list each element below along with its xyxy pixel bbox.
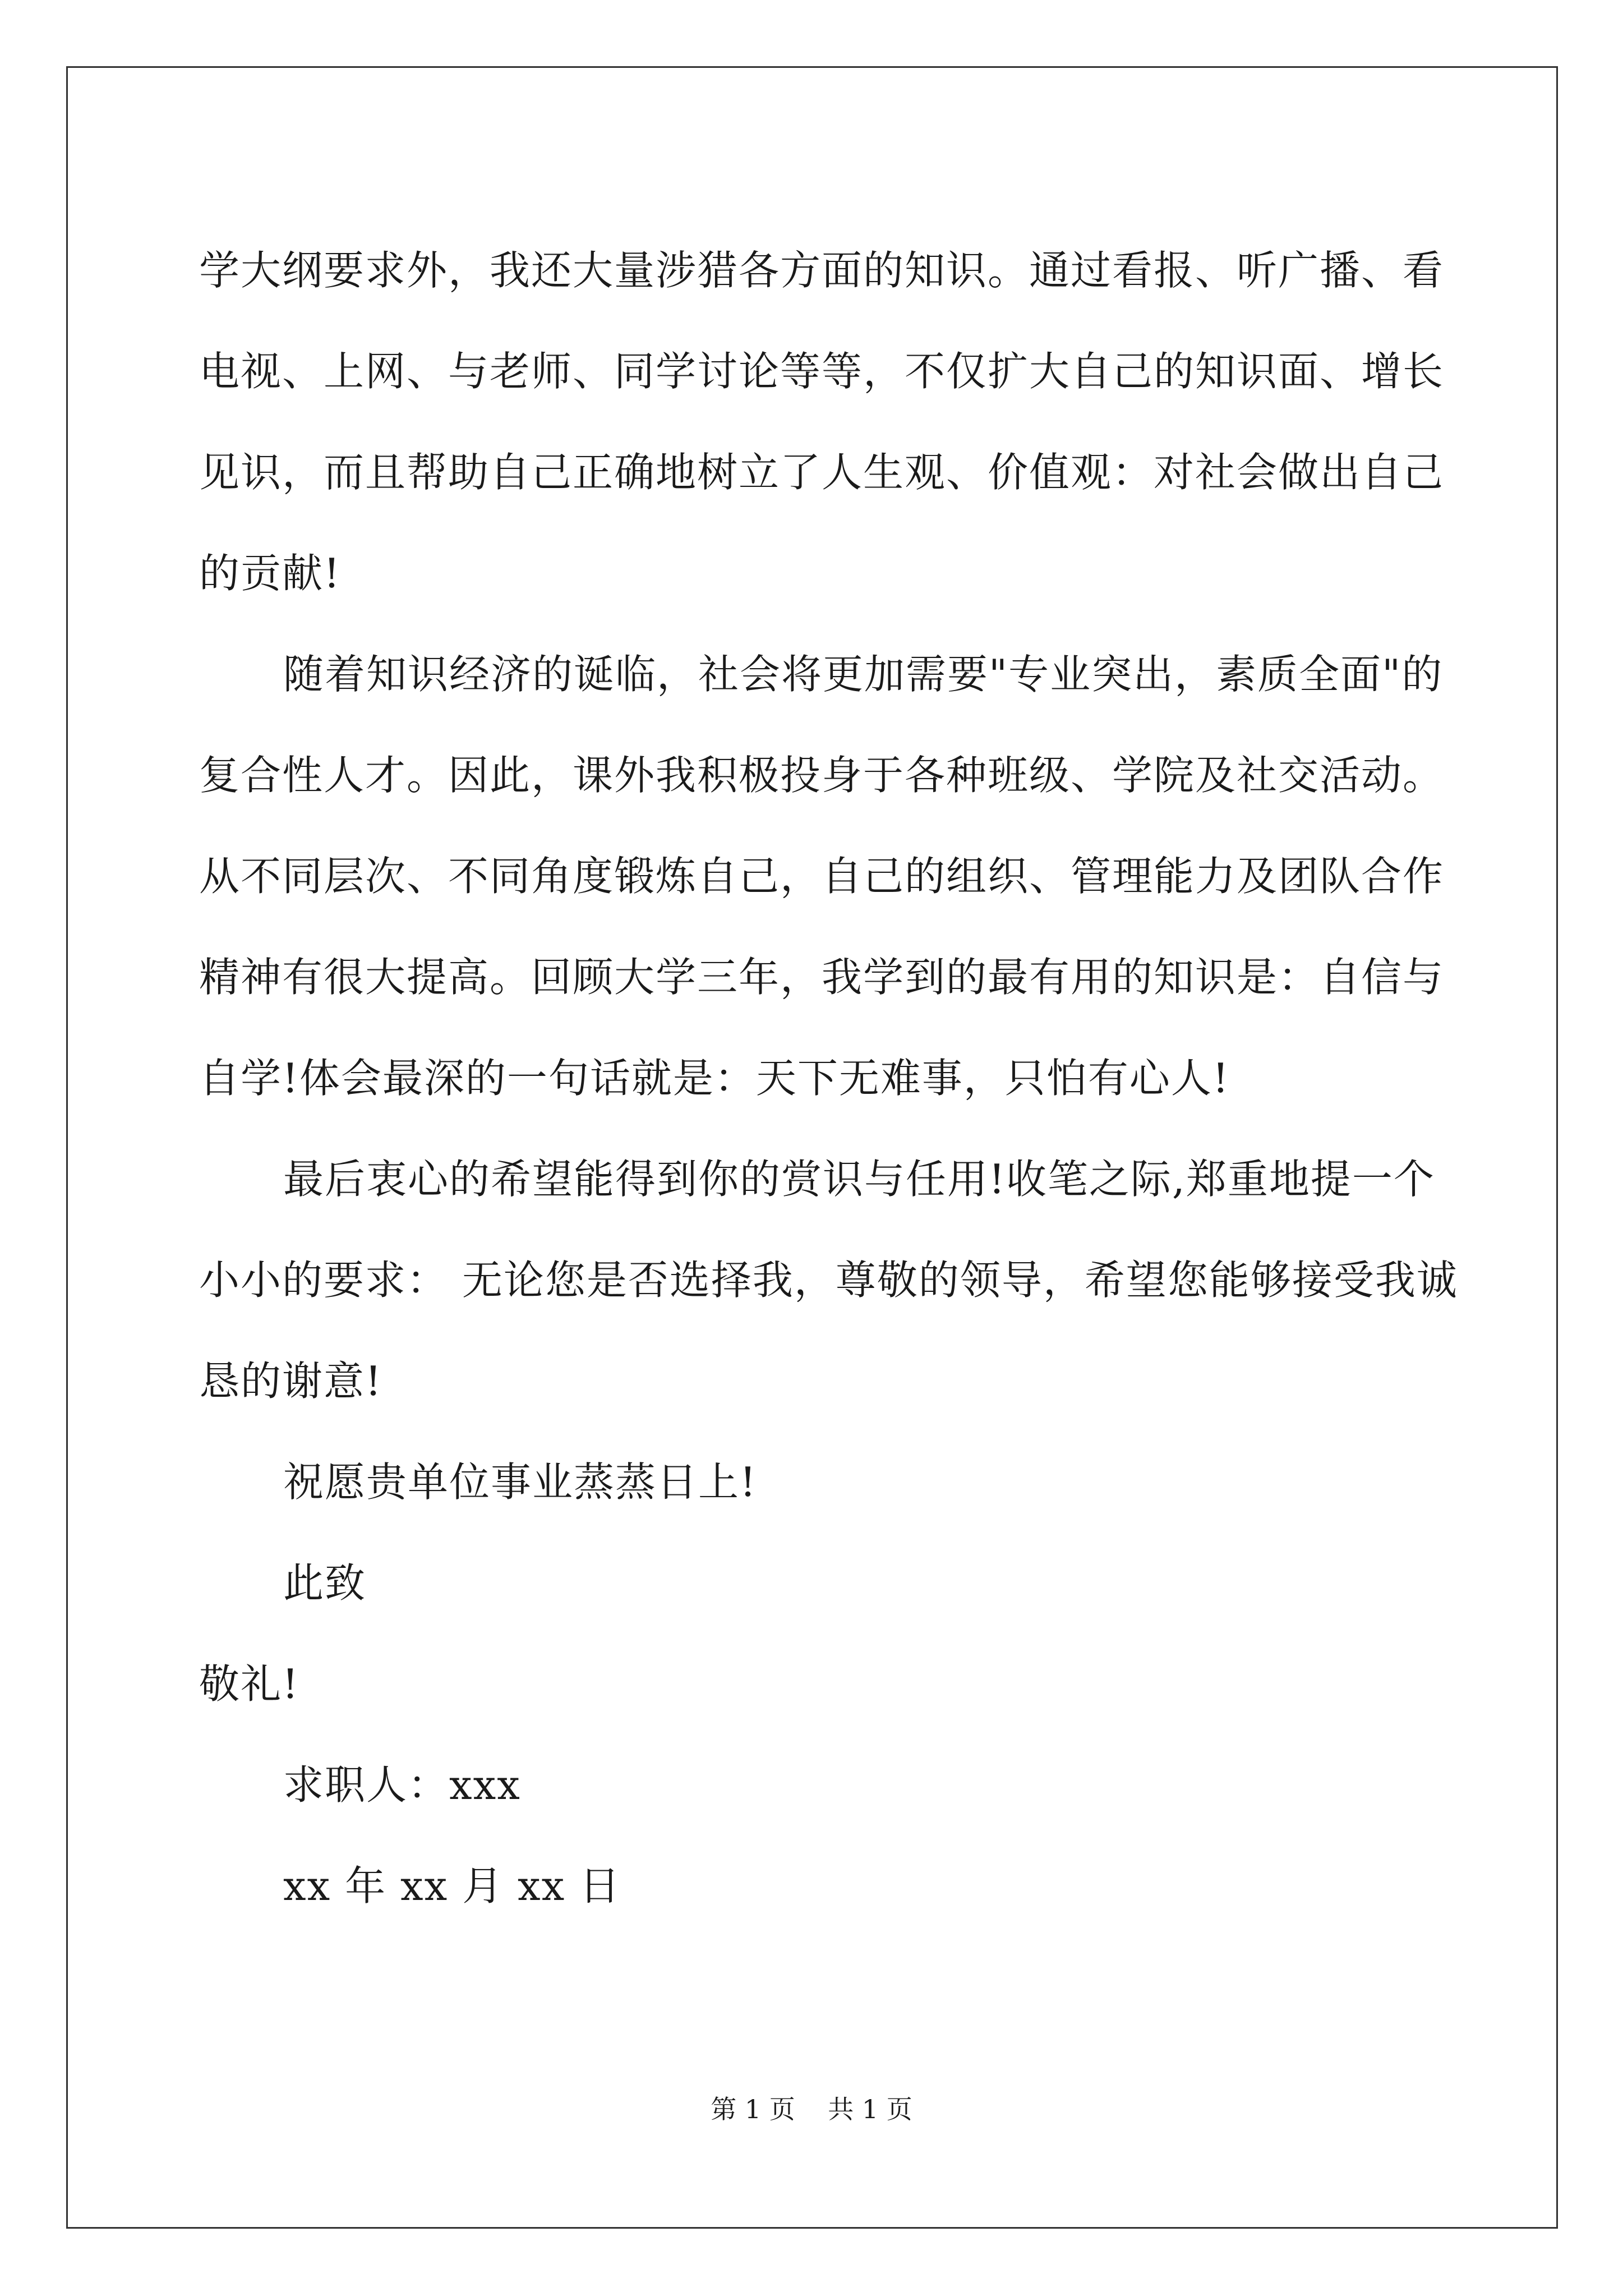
paragraph-start: 最后衷心的希望能得到你的赏识与任用!收笔之际,郑重地提一个 bbox=[283, 1156, 1435, 1203]
text-line: 电视、上网、与老师、同学讨论等等，不仅扩大自己的知识面、增长 bbox=[199, 348, 1445, 395]
text-line: 学大纲要求外，我还大量涉猎各方面的知识。通过看报、听广播、看 bbox=[199, 247, 1445, 294]
text-line: 的贡献! bbox=[199, 550, 341, 597]
applicant-signature: 求职人：xxx bbox=[283, 1761, 521, 1809]
text-line: 见识，而且帮助自己正确地树立了人生观、价值观：对社会做出自己 bbox=[199, 449, 1445, 496]
text-line: 复合性人才。因此，课外我积极投身于各种班级、学院及社交活动。 bbox=[199, 752, 1445, 799]
text-line: 从不同层次、不同角度锻炼自己，自己的组织、管理能力及团队合作 bbox=[199, 853, 1445, 900]
text-line: 恳的谢意! bbox=[199, 1358, 382, 1405]
text-line: 小小的要求： 无论您是否选择我，尊敬的领导，希望您能够接受我诚 bbox=[199, 1257, 1458, 1304]
text-line: 精神有很大提高。回顾大学三年，我学到的最有用的知识是：自信与 bbox=[199, 954, 1445, 1001]
closing-wish: 祝愿贵单位事业蒸蒸日上! bbox=[283, 1458, 757, 1506]
paragraph-start: 随着知识经济的诞临，社会将更加需要"专业突出，素质全面"的 bbox=[283, 651, 1444, 698]
letter-date: xx 年 xx 月 xx 日 bbox=[283, 1862, 621, 1910]
salutation-ci-zhi: 此致 bbox=[283, 1559, 367, 1607]
text-line: 自学!体会最深的一句话就是：天下无难事，只怕有心人! bbox=[199, 1055, 1230, 1102]
salutation-jing-li: 敬礼! bbox=[199, 1660, 299, 1708]
letter-body bbox=[199, 220, 1458, 1936]
page-footer: 第 1 页 共 1 页 bbox=[711, 2094, 912, 2124]
